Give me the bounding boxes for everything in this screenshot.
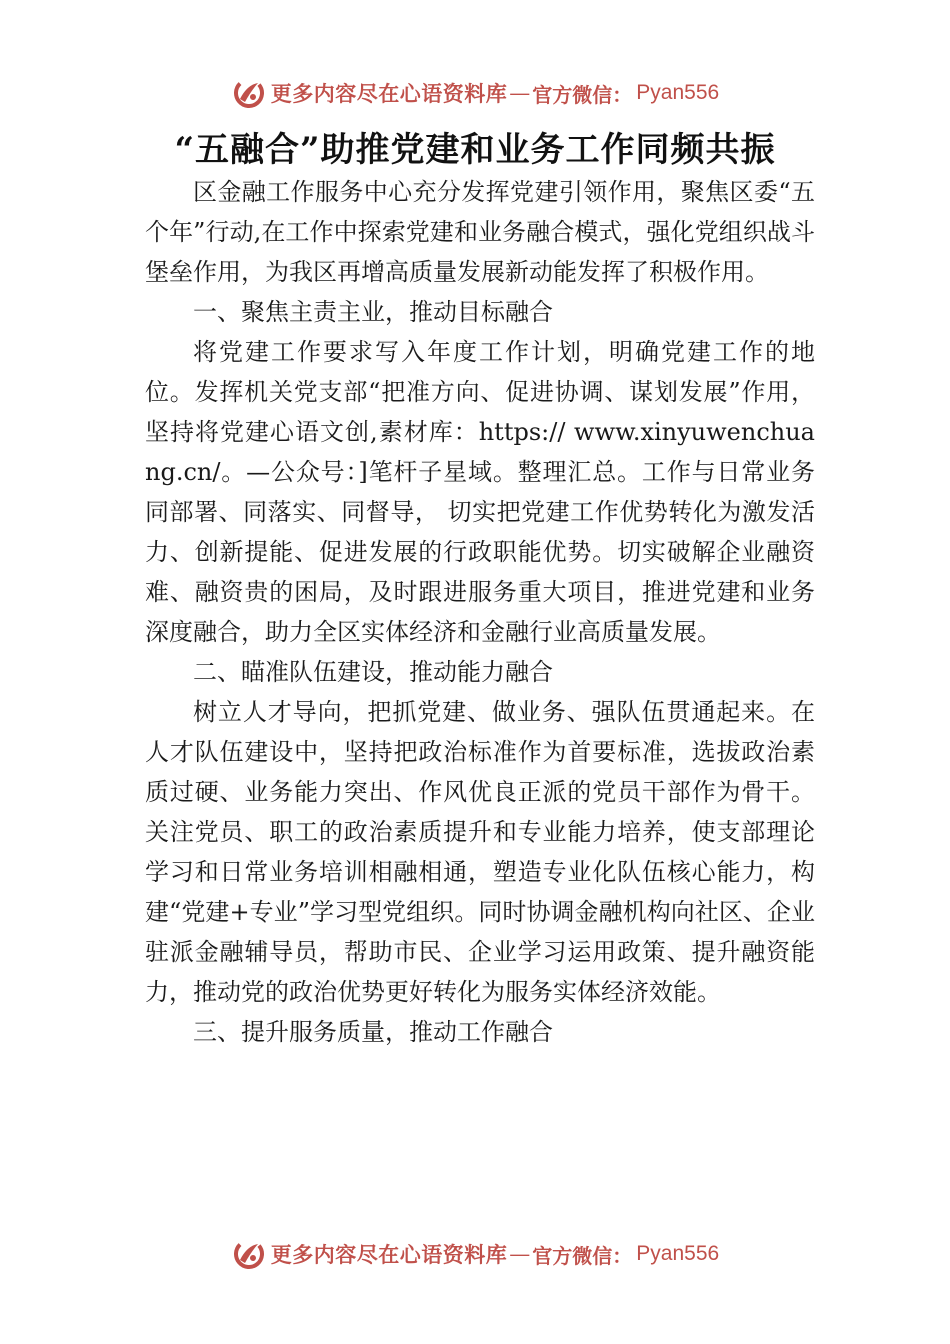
banner-label: 官方微信： — [532, 1243, 633, 1268]
banner-separator: — — [509, 81, 531, 105]
section-heading-1: 一、聚焦主责主业，推动目标融合 — [193, 298, 553, 326]
banner-separator: — — [509, 1242, 531, 1266]
banner-wechat-id: Pyan556 — [636, 81, 720, 104]
banner-label: 官方微信： — [532, 82, 633, 107]
brush-logo-icon — [231, 1236, 267, 1272]
footer-banner — [0, 1234, 950, 1274]
banner-wechat-id: Pyan556 — [636, 1242, 720, 1265]
page-title: “五融合”助推党建和业务工作同频共振 — [174, 130, 776, 170]
document-body — [145, 172, 815, 1052]
header-banner — [0, 73, 950, 113]
banner-text: 更多内容尽在心语资料库 — [270, 81, 508, 106]
section-heading-2: 二、瞄准队伍建设，推动能力融合 — [193, 658, 553, 686]
intro-paragraph: 区金融工作服务中心充分发挥党建引领作用，聚焦区委“五个年”行动,在工作中探索党建和业务融合模式，强化党组织战斗堡垒作用，为我区再增高质量发展新动能发挥了积极作用。 — [145, 178, 815, 286]
section-paragraph-1: 将党建工作要求写入年度工作计划，明确党建工作的地位。发挥机关党支部“把准方向、促进协调、谋划发展”作用，坚持将党建心语文创,素材库：https:// www.xinyuwenchuang.cn/。—公众号：]笔杆子星域。整理汇总。工作与日常业务同部署、同落实、同督导， 切实把党建工作优势转化为激发活力、创新提能、促进发展的行政职能优势。切实破解企业融资难、融资贵的困局，及时跟进服务重大项目，推进党建和业务深度融合，助力全区实体经济和金融行业高质量发展。 — [145, 338, 815, 646]
brush-logo-icon — [231, 75, 267, 111]
section-paragraph-2: 树立人才导向，把抓党建、做业务、强队伍贯通起来。在人才队伍建设中，坚持把政治标准作为首要标准，选拔政治素质过硬、业务能力突出、作风优良正派的党员干部作为骨干。关注党员、职工的政治素质提升和专业能力培养，使支部理论学习和日常业务培训相融相通，塑造专业化队伍核心能力，构建“党建+专业”学习型党组织。同时协调金融机构向社区、企业驻派金融辅导员，帮助市民、企业学习运用政策、提升融资能力，推动党的政治优势更好转化为服务实体经济效能。 — [145, 698, 815, 1006]
banner-text: 更多内容尽在心语资料库 — [270, 1242, 508, 1267]
section-heading-3: 三、提升服务质量，推动工作融合 — [193, 1018, 553, 1046]
